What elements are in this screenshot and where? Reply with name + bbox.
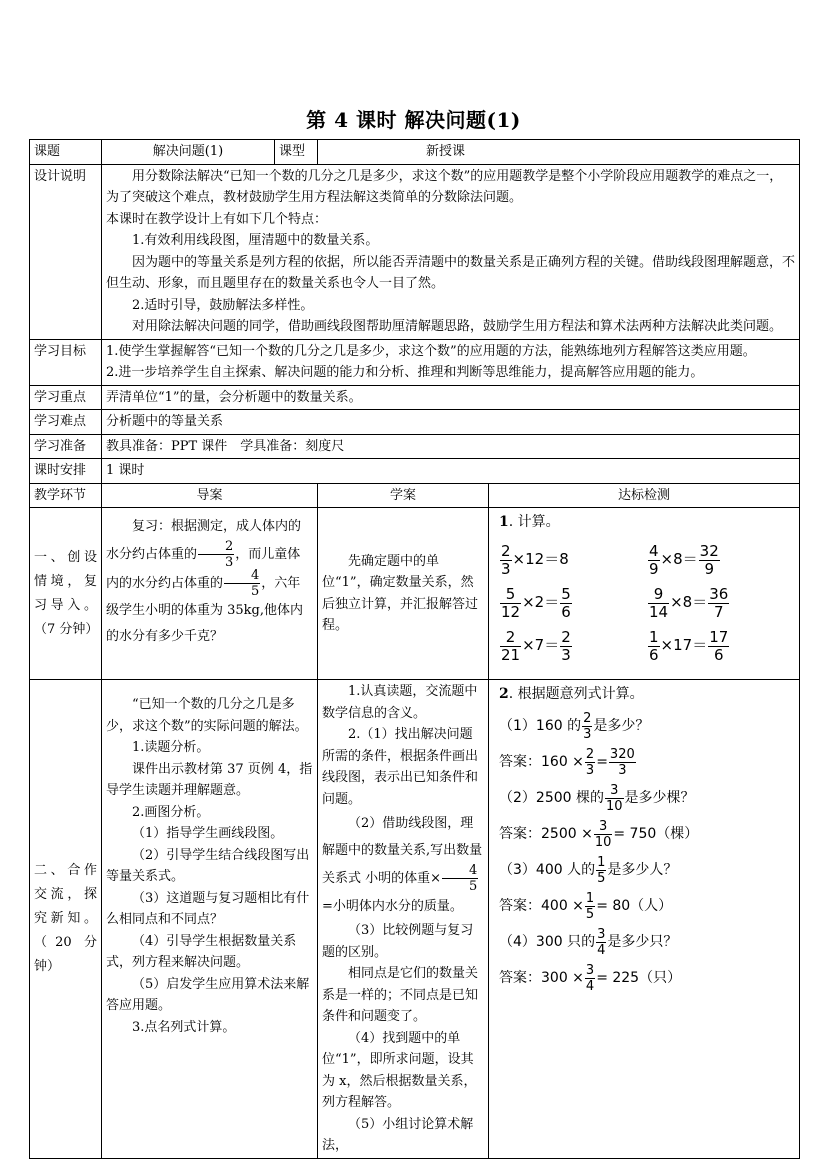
section2-guide [102,680,318,1159]
difficulty-text: 分析题中的等量关系 [102,410,800,435]
fraction: $\frac{1}{5}$ [597,854,606,886]
fraction: $\frac{32}{9}$ [699,541,719,578]
prep-row [30,434,800,459]
key-row [30,385,800,410]
goal-2: 2.进一步培养学生自主探索、解决问题的能力和分析、推理和判断等思维能力，提高解答应用题的能力。 [106,365,704,380]
guide-item: （2）引导学生结合线段图写出等量关系式。 [106,847,310,884]
answer-line: 答案：2500 × $\frac{3}{10}$ = 750（棵） [499,818,699,850]
study-item: （5）小组讨论算术解法， [322,1116,474,1153]
fraction: $\frac{3}{10}$ [594,818,612,850]
study-item: 1.认真读题，交流题中数学信息的含义。 [322,684,478,721]
study-item: 相同点是它们的数量关系是一样的；不同点是已知条件和问题变了。 [322,966,479,1024]
answer-line: 答案：300 × $\frac{3}{4}$ = 225（只） [499,962,682,994]
guide-item: 1.读题分析。 [132,740,210,755]
fraction: $\frac{2}{3}$ [585,746,595,778]
goals-content [102,339,800,385]
guide-item: （3）这道题与复习题相比有什么相同点和不同点？ [106,890,310,927]
guide-item: 3.点名列式计算。 [132,1019,236,1035]
section1-study-text: 先确定题中的单位“1”，确定数量关系，然后独立计算，并汇报解答过程。 [322,553,479,633]
lesson-plan-table [29,139,800,1159]
design-p6: 对用除法解决问题的同学，借助画线段图帮助厘清解题思路，鼓励学生用方程法和算术法两种方法解决此类问题。 [132,319,783,334]
section2-stage: 二、合作交流，探究新知。（20 分钟） [30,680,102,1159]
column-header-row [30,483,800,508]
question-line: （1）160 的 $\frac{2}{3}$ 是多少？ [499,710,650,742]
section2-row [30,680,800,1159]
guide-item: 课件出示教材第 37 页例 4，指导学生读题并理解题意。 [106,761,313,798]
fraction: $\frac{2}{3}$ [198,540,234,569]
question-line: （2）2500 棵的 $\frac{3}{10}$ 是多少棵？ [499,782,695,814]
design-p5: 2.适时引导，鼓励解法多样性。 [132,297,314,313]
prep-label: 学习准备 [30,434,102,459]
study-item: 2.（1）找出解决问题所需的条件，根据条件画出线段图，表示出已知条件和问题。 [322,727,479,807]
label-topic: 课题 [30,140,102,165]
schedule-row [30,459,800,484]
design-row [30,164,800,339]
study-item: （3）比较例题与复习题的区别。 [322,923,474,960]
fraction: $\frac{5}{6}$ [561,584,571,621]
design-p3: 1.有效利用线段图，厘清题中的数量关系。 [132,233,379,248]
calc-item: $\frac{1}{6}$ ×17＝ $\frac{17}{6}$ [649,627,729,664]
fraction: $\frac{9}{14}$ [649,584,669,621]
fraction: $\frac{36}{7}$ [709,584,729,621]
section2-study [318,680,489,1159]
fraction: $\frac{4}{5}$ [442,864,478,893]
study-item: （2）借助线段图，理解题中的数量关系,写出数量关系式 小明的体重× $\frac{4}{5}$ =小明体内水分的质量。 [322,816,483,914]
question-line: （4）300 只的 $\frac{3}{4}$ 是多少只？ [499,926,678,958]
fraction: $\frac{3}{4}$ [585,962,595,994]
calc-item: $\frac{2}{3}$ ×12＝8 [501,541,569,578]
goals-row [30,339,800,385]
design-p1: 用分数除法解决“已知一个数的几分之几是多少，求这个数”的应用题教学是整个小学阶段应用题教学的难点之一，为了突破这个难点，教材鼓励学生用方程法解这类简单的分数除法问题。 [106,168,783,205]
key-label: 学习重点 [30,385,102,410]
difficulty-label: 学习难点 [30,410,102,435]
fraction: $\frac{320}{3}$ [609,746,635,778]
section2-check [489,680,800,1159]
design-p2: 本课时在教学设计上有如下几个特点： [106,211,328,227]
fraction: $\frac{2}{3}$ [501,541,511,578]
check-2-title: 2. 根据题意列式计算。 [499,686,644,702]
schedule-text: 1 课时 [102,459,800,484]
fraction: $\frac{17}{6}$ [709,627,729,664]
goal-1: 1.使学生掌握解答“已知一个数的几分之几是多少，求这个数”的应用题的方法，能熟练地列方程解答这类应用题。 [106,343,756,359]
prep-text: 教具准备：PPT 课件 学具准备：刻度尺 [102,434,800,459]
guide-item: 2.画图分析。 [132,804,210,820]
guide-item: （4）引导学生根据数量关系式，列方程来解决问题。 [106,933,297,970]
calc-item: $\frac{2}{21}$ ×7＝ $\frac{2}{3}$ [501,627,571,664]
col-guide: 导案 [102,483,318,508]
section1-check [489,508,800,680]
col-check: 达标检测 [489,483,800,508]
fraction: $\frac{2}{21}$ [501,627,521,664]
guide-item: （1）指导学生画线段图。 [132,826,284,841]
check-1-title: 1. 计算。 [499,514,560,530]
section1-guide [102,508,318,680]
type-value: 新授课 [318,140,800,165]
calc-item: $\frac{4}{9}$ ×8＝ $\frac{32}{9}$ [649,541,719,578]
section1-stage: 一、创设情境，复习导入。（7 分钟） [30,508,102,680]
section1-row [30,508,800,680]
question-line: （3）400 人的 $\frac{1}{5}$ 是多少人？ [499,854,678,886]
section1-guide-text: 复习：根据测定，成人体内的水分约占体重的 $\frac{2}{3}$ ，而儿童体内的水分约占体重的 $\frac{4}{5}$ ，六年级学生小明的体重为 35kg,他体内的水分有多少千克？ [106,519,304,644]
word-problems [499,712,795,993]
schedule-label: 课时安排 [30,459,102,484]
fraction: $\frac{1}{5}$ [585,890,595,922]
fraction: $\frac{5}{12}$ [501,584,521,621]
design-label: 设计说明 [30,164,102,339]
fraction: $\frac{4}{9}$ [649,541,659,578]
col-stage: 教学环节 [30,483,102,508]
guide-item: （5）启发学生应用算术法来解答应用题。 [106,976,310,1013]
page-title: 第 4 课时 解决问题(1) [306,108,521,132]
calc-item: $\frac{9}{14}$ ×8＝ $\frac{36}{7}$ [649,584,729,621]
calc-item: $\frac{5}{12}$ ×2＝ $\frac{5}{6}$ [501,584,571,621]
answer-line: 答案：160 × $\frac{2}{3}$ = $\frac{320}{3}$ [499,746,635,778]
header-row [30,140,800,165]
answer-line: 答案：400 × $\frac{1}{5}$ = 80（人） [499,890,673,922]
study-item: （4）找到题中的单位“1”，即所求问题，设其为 x，然后根据数量关系，列方程解答。 [322,1030,477,1110]
fraction: $\frac{3}{4}$ [597,926,606,958]
fraction: $\frac{2}{3}$ [583,710,592,742]
design-content [102,164,800,339]
fraction: $\frac{4}{5}$ [224,569,260,598]
calc-exercises [499,541,795,664]
difficulty-row [30,410,800,435]
fraction: $\frac{1}{6}$ [649,627,659,664]
goals-label: 学习目标 [30,339,102,385]
label-type: 课型 [275,140,318,165]
key-text: 弄清单位“1”的量，会分析题中的数量关系。 [102,385,800,410]
fraction: $\frac{3}{10}$ [606,782,623,814]
design-p4: 因为题中的等量关系是列方程的依据，所以能否弄清题中的数量关系是正确列方程的关键。借助线段图理解题意，不但生动、形象，而且题里存在的数量关系也令人一目了然。 [106,254,796,291]
section1-study [318,508,489,680]
guide-item: “已知一个数的几分之几是多少，求这个数”的实际问题的解法。 [106,697,308,734]
col-study: 学案 [318,483,489,508]
topic-value: 解决问题(1) [102,140,275,165]
fraction: $\frac{2}{3}$ [561,627,571,664]
